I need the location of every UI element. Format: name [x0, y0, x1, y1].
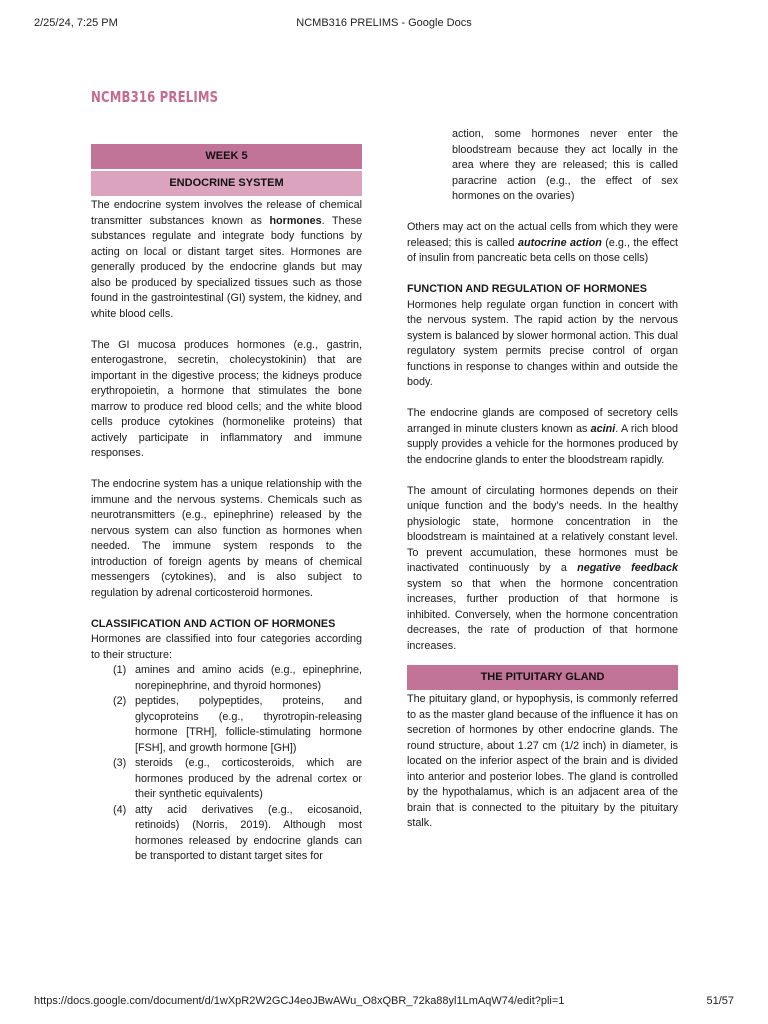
document-title: NCMB316 PRELIMS [91, 88, 219, 106]
paragraph-intro: The endocrine system involves the release of chemical transmitter substances known as hormones. These substances regulate and integrate body functions by acting on local or distant target sites. Hormones are generally produced by the endocrine glands but may also be produced by specialized tissues such as those found in the gastrointestinal (GI) system, the kidney, and white blood cells. [91, 199, 363, 320]
paragraph-autocrine: Others may act on the actual cells from which they were released; this is called autocrine action (e.g., the effect of insulin from pancreatic beta cells on those cells) [407, 221, 678, 264]
list-item: (2) peptides, polypeptides, proteins, and glycoproteins (e.g., thyrotropin-releasing hormone [TRH], follicle-stimulating hormone [FSH], and growth hormone [GH]) [113, 695, 362, 754]
classification-list [91, 663, 362, 865]
list-item: (1) amines and amino acids (e.g., epinephrine, norepinephrine, and thyroid hormones) [113, 664, 362, 692]
term-autocrine-action: autocrine action [518, 236, 602, 249]
print-datetime: 2/25/24, 7:25 PM [34, 17, 118, 29]
section-bar-endocrine: ENDOCRINE SYSTEM [91, 171, 362, 196]
paragraph-function: Hormones help regulate organ function in concert with the nervous system. The rapid action by the nervous system is balanced by slower hormonal action. This dual regulatory system permits precise control of organ functions in response to changes within and outside the body. [407, 298, 678, 388]
right-column [407, 127, 678, 832]
paragraph-relationship: The endocrine system has a unique relationship with the immune and the nervous systems. Chemicals such as neurotransmitters (e.g., epinephrine) released by the nervous system can also function as hormones when needed. The immune system responds to the introduction of foreign agents by means of chemical messengers (cytokines), and is also subject to regulation by adrenal corticosteroid hormones. [91, 478, 362, 599]
print-footer [34, 995, 734, 1009]
week-bar: WEEK 5 [91, 144, 362, 169]
paragraph-glands: The endocrine glands are composed of secretory cells arranged in minute clusters known as acini. A rich blood supply provides a vehicle for the hormones produced by the endocrine glands to enter the bloodstream rapidly. [407, 407, 678, 466]
paragraph-gi-mucosa: The GI mucosa produces hormones (e.g., gastrin, enterogastrone, secretin, cholecystokinin) that are important in the digestive process; the kidneys produce erythropoietin, a hormone that stimulates the bone marrow to produce red blood cells; and the white blood cells produce cytokines (hormonelike proteins) that actively participate in inflammatory and immune responses. [91, 338, 362, 459]
print-header [34, 17, 734, 31]
paragraph-pituitary: The pituitary gland, or hypophysis, is commonly referred to as the master gland because of the influence it has on secretion of hormones by other endocrine glands. The round structure, about 1.27 cm (1/2 inch) in diameter, is located on the inferior aspect of the brain and is divided into anterior and posterior lobes. The gland is controlled by the hypothalamus, which is an adjacent area of the brain that is connected to the pituitary by the pituitary stalk. [407, 693, 678, 829]
term-acini: acini [590, 422, 616, 435]
print-doc-title: NCMB316 PRELIMS - Google Docs [296, 17, 472, 29]
list-item: (4) atty acid derivatives (e.g., eicosanoid, retinoids) (Norris, 2019). Although most hormones released by endocrine glands can be transported to distant target sites for [113, 803, 362, 862]
paragraph-continuation: action, some hormones never enter the bloodstream because they act locally in the area where they are released; this is called paracrine action (e.g., the effect of sex hormones on the ovaries) [452, 128, 678, 202]
print-url: https://docs.google.com/document/d/1wXpR2W2GCJ4eoJBwAWu_O8xQBR_72ka88yl1LmAqW74/edit?pli=1 [34, 995, 565, 1007]
paragraph-negative-feedback: The amount of circulating hormones depends on their unique function and the body’s needs. In the healthy physiologic state, hormone concentration in the bloodstream is maintained at a relatively constant level. To prevent accumulation, these hormones must be inactivated continuously by a negative feedback system so that when the hormone concentration increases, further production of that hormone is inhibited. Conversely, when the hormone concentration decreases, the rate of production of that hormone increases. [407, 484, 678, 652]
left-column [91, 144, 362, 865]
list-item: (3) steroids (e.g., corticosteroids, which are hormones produced by the adrenal cortex or their synthetic equivalents) [113, 757, 362, 800]
term-hormones: hormones [269, 214, 322, 227]
section-bar-pituitary: THE PITUITARY GLAND [407, 665, 678, 690]
paragraph-classification-intro: Hormones are classified into four categories according to their structure: [91, 633, 362, 661]
heading-function-regulation: FUNCTION AND REGULATION OF HORMONES [407, 283, 647, 295]
page-number: 51/57 [706, 995, 734, 1007]
term-negative-feedback: negative feedback [577, 562, 678, 574]
heading-classification: CLASSIFICATION AND ACTION OF HORMONES [91, 617, 336, 630]
